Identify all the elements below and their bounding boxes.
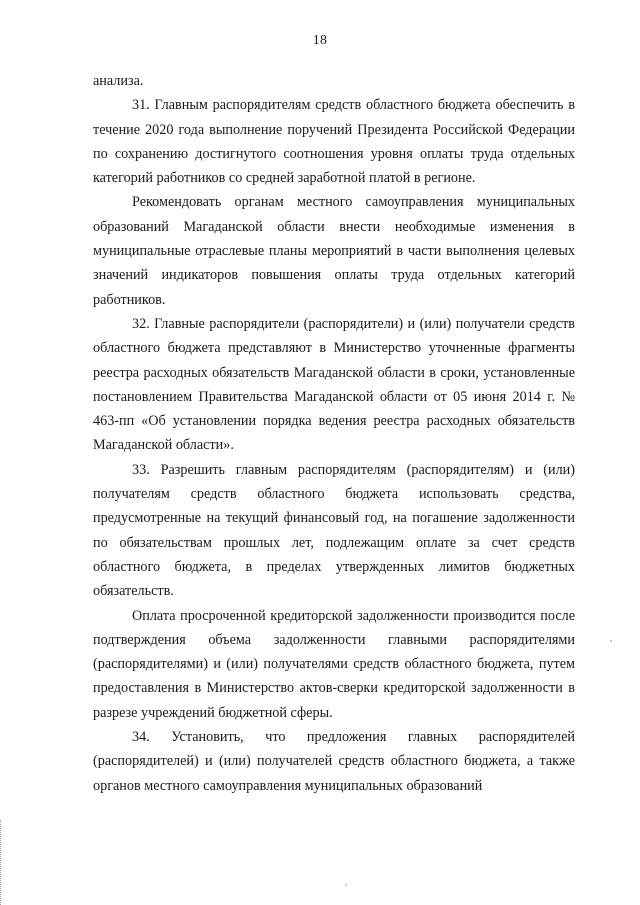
paragraph-31: 31. Главным распорядителям средств областного бюджета обеспечить в течение 2020 года выполнение поручений Президента Российской Федерации по сохранению достигнутого соотношения уровня оплаты труда отдельных категорий работников со средней заработной платой в регионе. [93,97,575,187]
paragraph-31-recommendation: Рекомендовать органам местного самоуправления муниципальных образований Магаданской области внести необходимые изменения в муниципальные отраслевые планы мероприятий в части выполнения целевых значений индикаторов повышения оплаты труда отдельных категорий работников. [93,194,575,308]
scan-speck [610,640,612,642]
page-number: 18 [312,33,328,48]
paragraph-33: 33. Разрешить главным распорядителям (распорядителям) и (или) получателям средств областного бюджета использовать средства, предусмотренные на текущий финансовый год, на погашение задолженности по обязательствам прошлых лет, подлежащим оплате за счет средств областного бюджета, в пределах утвержденных лимитов бюджетных обязательств. [93,461,575,600]
paragraph-continuation: анализа. [93,73,144,89]
paragraph-33-payment: Оплата просроченной кредиторской задолженности производится после подтверждения объема задолженности главными распорядителями (распорядителями) и (или) получателями средств областного бюджета, путем предоставления в Министерство актов-сверки кредиторской задолженности в разрезе учреждений бюджетной сферы. [93,607,575,721]
scan-speck [345,884,347,886]
scan-edge-artifact [0,820,4,905]
paragraph-34: 34. Установить, что предложения главных распорядителей (распорядителей) и (или) получателей средств областного бюджета, а также органов местного самоуправления муниципальных образований [93,729,575,794]
paragraph-32: 32. Главные распорядители (распорядители) и (или) получатели средств областного бюджета представляют в Министерство уточненные фрагменты реестра расходных обязательств Магаданской области в сроки, установленные постановлением Правительства Магаданской области от 05 июня 2014 г. № 463-пп «Об установлении порядка ведения реестра расходных обязательств Магаданской области». [93,315,575,454]
document-body [93,69,575,798]
